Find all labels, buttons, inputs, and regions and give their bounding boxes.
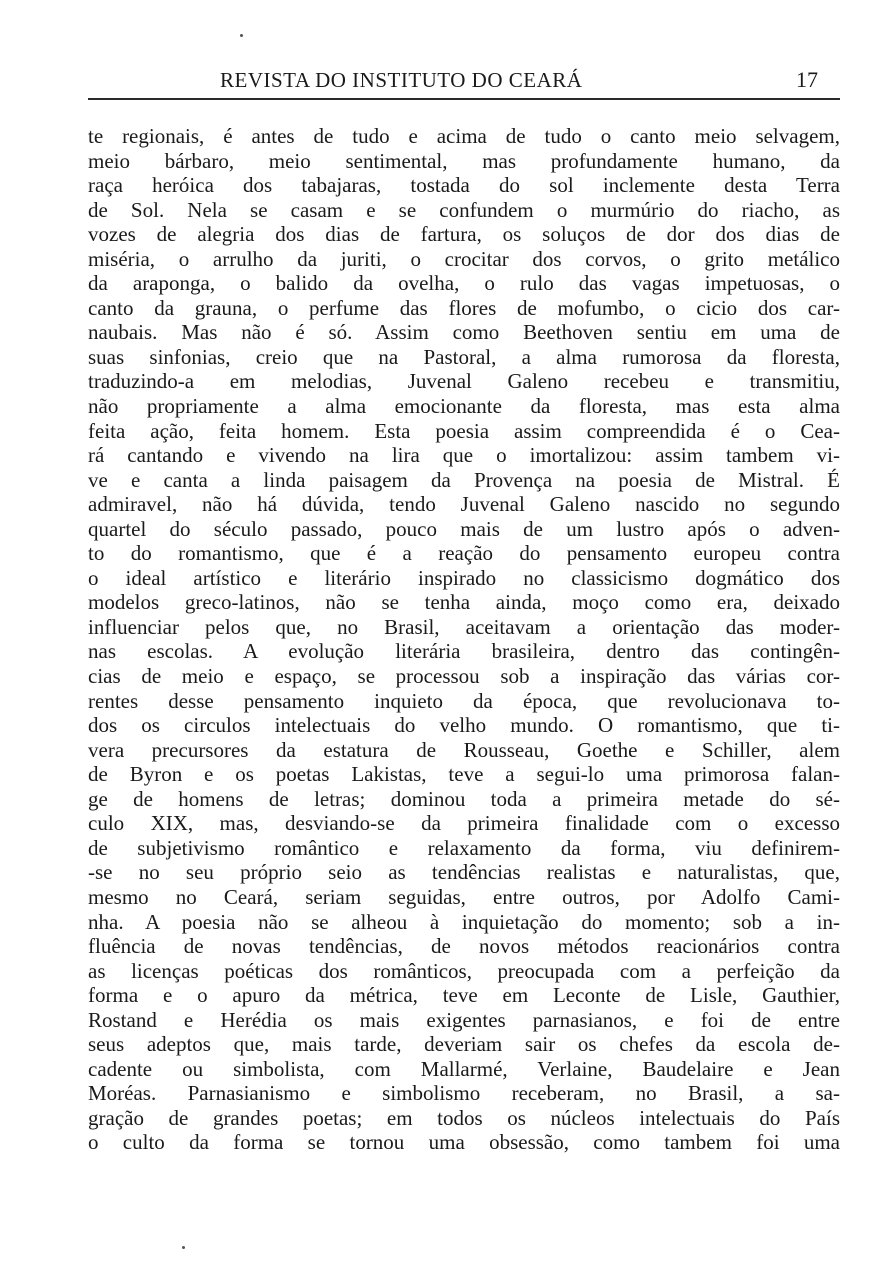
text-line: te regionais, é antes de tudo e acima de tudo o canto meio selvagem,	[88, 124, 840, 148]
text-line: de Byron e os poetas Lakistas, teve a segui-lo uma primorosa falan-	[88, 762, 840, 787]
text-line: o culto da forma se tornou uma obsessão, como tambem foi uma	[88, 1130, 840, 1155]
text-line: não propriamente a alma emocionante da floresta, mas esta alma	[88, 394, 840, 419]
text-line: de Sol. Nela se casam e se confundem o murmúrio do riacho, as	[88, 197, 840, 222]
text-line: raça heróica dos tabajaras, tostada do sol inclemente desta Terra	[88, 173, 840, 198]
text-line: fluência de novas tendências, de novos métodos reacionários contra	[88, 934, 840, 959]
text-line: ge de homens de letras; dominou toda a primeira metade do sé-	[88, 786, 840, 811]
text-line: rá cantando e vivendo na lira que o imortalizou: assim tambem vi-	[88, 443, 840, 468]
page-number: 17	[796, 67, 818, 92]
text-line: vera precursores da estatura de Rousseau, Goethe e Schiller, alem	[88, 737, 840, 762]
text-line: rentes desse pensamento inquieto da época, que revolucionava to-	[88, 688, 840, 713]
text-line: vozes de alegria dos dias de fartura, os soluços de dor dos dias de	[88, 222, 840, 247]
text-line: suas sinfonias, creio que na Pastoral, a alma rumorosa da floresta,	[88, 344, 840, 369]
text-line: ve e canta a linda paisagem da Provença na poesia de Mistral. É	[88, 467, 840, 492]
text-line: nha. A poesia não se alheou à inquietação do momento; sob a in-	[88, 909, 840, 934]
text-line: seus adeptos que, mais tarde, deveriam sair os chefes da escola de-	[88, 1032, 840, 1057]
text-line: influenciar pelos que, no Brasil, aceitavam a orientação das moder-	[88, 614, 840, 639]
text-line: miséria, o arrulho da juriti, o crocitar dos corvos, o grito metálico	[88, 246, 840, 271]
print-speck	[182, 1246, 185, 1249]
text-line: admiravel, não há dúvida, tendo Juvenal Galeno nascido no segundo	[88, 492, 840, 517]
text-line: da araponga, o balido da ovelha, o rulo das vagas impetuosas, o	[88, 271, 840, 296]
running-head	[88, 64, 840, 100]
text-line: Rostand e Herédia os mais exigentes parnasianos, e foi de entre	[88, 1007, 840, 1032]
text-line: modelos greco-latinos, não se tenha ainda, moço como era, deixado	[88, 590, 840, 615]
header-rule	[88, 98, 840, 100]
text-line: o ideal artístico e literário inspirado no classicismo dogmático dos	[88, 565, 840, 590]
text-line: Moréas. Parnasianismo e simbolismo receberam, no Brasil, a sa-	[88, 1081, 840, 1106]
print-speck	[240, 34, 243, 37]
text-line: mesmo no Ceará, seriam seguidas, entre outros, por Adolfo Cami-	[88, 884, 840, 909]
journal-title: REVISTA DO INSTITUTO DO CEARÁ	[220, 68, 583, 92]
text-line: traduzindo-a em melodias, Juvenal Galeno recebeu e transmitiu,	[88, 369, 840, 394]
text-line: -se no seu próprio seio as tendências realistas e naturalistas, que,	[88, 860, 840, 885]
text-line: meio bárbaro, meio sentimental, mas profundamente humano, da	[88, 148, 840, 173]
text-line: cadente ou simbolista, com Mallarmé, Verlaine, Baudelaire e Jean	[88, 1056, 840, 1081]
text-line: to do romantismo, que é a reação do pensamento europeu contra	[88, 541, 840, 566]
text-line: culo XIX, mas, desviando-se da primeira finalidade com o excesso	[88, 811, 840, 836]
text-line: nas escolas. A evolução literária brasileira, dentro das contingên-	[88, 639, 840, 664]
text-line: gração de grandes poetas; em todos os núcleos intelectuais do País	[88, 1105, 840, 1130]
text-line: quartel do século passado, pouco mais de um lustro após o adven-	[88, 516, 840, 541]
body-text	[88, 124, 840, 1155]
text-line: cias de meio e espaço, se processou sob a inspiração das várias cor-	[88, 664, 840, 689]
text-line: forma e o apuro da métrica, teve em Leconte de Lisle, Gauthier,	[88, 983, 840, 1008]
text-line: canto da grauna, o perfume das flores de mofumbo, o cicio dos car-	[88, 295, 840, 320]
text-line: feita ação, feita homem. Esta poesia assim compreendida é o Cea-	[88, 418, 840, 443]
text-line: de subjetivismo romântico e relaxamento da forma, viu definirem-	[88, 835, 840, 860]
text-line: dos os circulos intelectuais do velho mundo. O romantismo, que ti-	[88, 713, 840, 738]
text-line: as licenças poéticas dos românticos, preocupada com a perfeição da	[88, 958, 840, 983]
text-line: naubais. Mas não é só. Assim como Beethoven sentiu em uma de	[88, 320, 840, 345]
